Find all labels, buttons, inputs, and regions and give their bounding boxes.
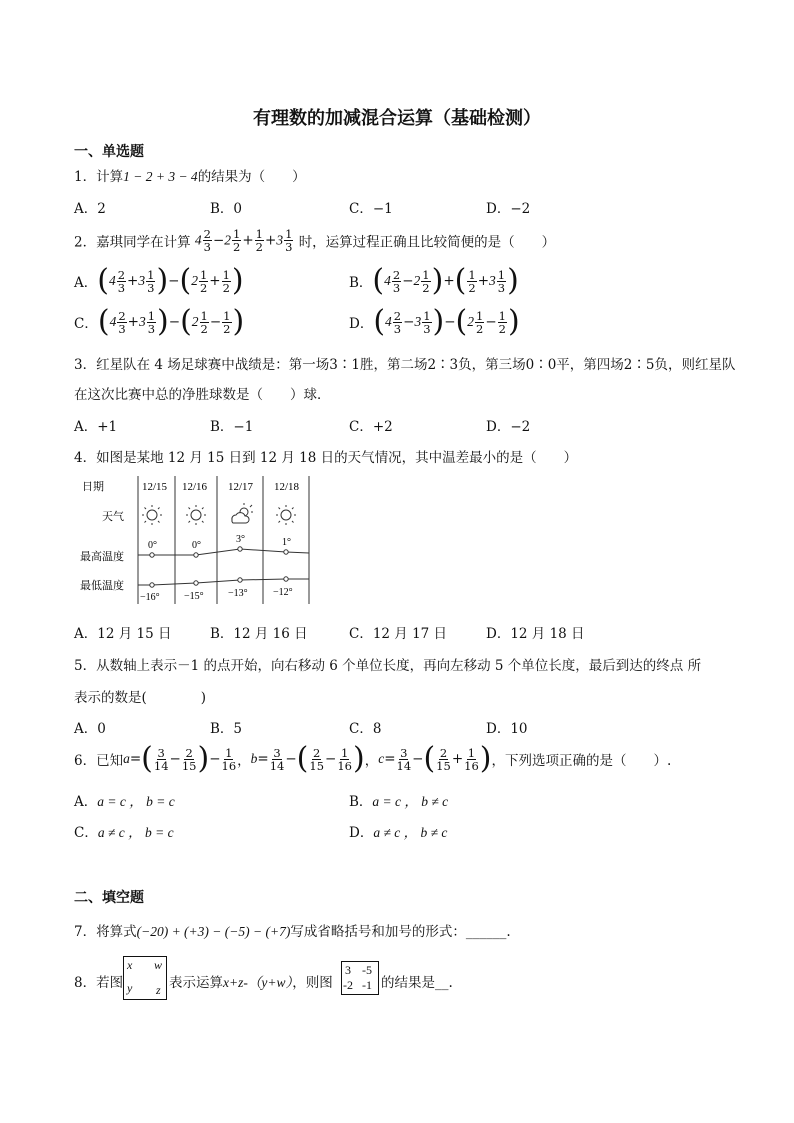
high-temp-point <box>238 547 242 551</box>
q1-option-d[interactable]: D．−2 <box>486 201 531 217</box>
row-label-weather: 天气 <box>102 511 124 523</box>
q5-option-c[interactable]: C．8 <box>349 721 382 737</box>
operation-grid-numbers: 3 -5 -2 -1 <box>341 961 379 995</box>
q7-expression: (−20) + (+3) − (−5) − (+7) <box>136 924 291 939</box>
q2-option-a[interactable]: A．(4 $\frac{2}{3}$ +3 $\frac{1}{3}$ )−(2 $\frac{1}{2}$ + $\frac{1}{2}$ ) <box>74 263 244 298</box>
q2-option-c[interactable]: C．(4 $\frac{2}{3}$ +3 $\frac{1}{3}$ )−(2 $\frac{1}{2}$ − $\frac{1}{2}$ ) <box>74 304 245 339</box>
q1-option-a[interactable]: A．2 <box>74 201 106 217</box>
high-temp-point <box>284 550 288 554</box>
low-temp-label: −15° <box>184 591 204 602</box>
q4-option-c[interactable]: C．12 月 17 日 <box>349 626 448 642</box>
question-2-stem: 2．嘉琪同学在计算 4 $\frac{2}{3}$ −2 $\frac{1}{2}$ + $\frac{1}{2}$ +3 $\frac{1}{3}$ 时，运算过程正确且比较简便的是（ ） <box>74 227 556 254</box>
weather-table-figure <box>74 472 314 607</box>
high-temp-point <box>194 553 198 557</box>
date-cell: 12/16 <box>182 481 208 493</box>
q4-option-d[interactable]: D．12 月 18 日 <box>486 626 585 642</box>
partly-cloudy-icon <box>232 503 253 523</box>
question-8-middle: 表示运算x+z-（y+w），则图 <box>169 975 333 991</box>
question-3-line2: 在这次比赛中总的净胜球数是（ ）球． <box>74 387 331 403</box>
q1-option-b[interactable]: B．0 <box>210 201 243 217</box>
q4-option-b[interactable]: B．12 月 16 日 <box>210 626 308 642</box>
row-label-date: 日期 <box>82 481 104 493</box>
question-8-label: 8．若图 <box>74 975 124 991</box>
section-heading-single-choice: 一、单选题 <box>74 144 144 160</box>
q3-option-a[interactable]: A．+1 <box>74 419 118 435</box>
q4-option-a[interactable]: A．12 月 15 日 <box>74 626 172 642</box>
q6-option-a[interactable]: A．a = c ， b = c <box>74 794 175 810</box>
date-cell: 12/15 <box>142 481 168 493</box>
q1-label: 1．计算 <box>74 169 124 185</box>
q2-option-d[interactable]: D．(4 $\frac{2}{3}$ −3 $\frac{1}{3}$ )−(2 $\frac{1}{2}$ − $\frac{1}{2}$ ) <box>349 304 520 339</box>
q1-option-c[interactable]: C．−1 <box>349 201 393 217</box>
question-1-stem <box>74 165 306 185</box>
question-5-line2: 表示的数是( ) <box>74 690 207 706</box>
q3-option-c[interactable]: C．+2 <box>349 419 393 435</box>
q5-option-a[interactable]: A．0 <box>74 721 106 737</box>
row-label-high-temp: 最高温度 <box>80 551 124 563</box>
low-temp-label: −16° <box>140 592 160 603</box>
q3-option-d[interactable]: D．−2 <box>486 419 531 435</box>
date-cell: 12/18 <box>274 481 300 493</box>
low-temp-label: −12° <box>273 587 293 598</box>
q5-option-d[interactable]: D．10 <box>486 721 528 737</box>
low-temp-point <box>238 578 242 582</box>
operation-grid-variables: x w y z <box>123 956 167 1000</box>
question-4-stem: 4．如图是某地 12 月 15 日到 12 月 18 日的天气情况，其中温差最小的是（ ） <box>74 450 578 466</box>
q1-tail: 的结果为（ ） <box>197 169 306 185</box>
question-5-line1: 5．从数轴上表示－1 的点开始，向右移动 6 个单位长度，再向左移动 5 个单位长度，最后到达的终点 所 <box>74 658 702 674</box>
row-label-low-temp: 最低温度 <box>80 580 124 592</box>
low-temp-point <box>284 577 288 581</box>
high-temp-label: 0° <box>192 540 201 551</box>
sun-icon <box>186 505 206 525</box>
q6-option-c[interactable]: C．a ≠ c ， b = c <box>74 825 174 841</box>
high-temp-point <box>150 553 154 557</box>
high-temp-label: 0° <box>148 540 157 551</box>
high-temp-label: 3° <box>236 534 245 545</box>
q2-option-b[interactable]: B．(4 $\frac{2}{3}$ −2 $\frac{1}{2}$ )+( $\frac{1}{2}$ +3 $\frac{1}{3}$ ) <box>349 263 519 298</box>
sun-icon <box>142 505 162 525</box>
sun-icon <box>276 505 296 525</box>
q2-tail: 时，运算过程正确且比较简便的是（ ） <box>298 234 556 251</box>
q5-option-b[interactable]: B．5 <box>210 721 243 737</box>
question-8-tail: 的结果是__. <box>381 975 453 991</box>
question-3-line1: 3．红星队在 4 场足球赛中战绩是：第一场3∶1胜，第二场2∶3负，第三场0∶0平，第四场2∶5负，则红星队 <box>74 357 736 373</box>
question-7-stem: 7．将算式(−20) + (+3) − (−5) − (+7)写成省略括号和加号的形式：______. <box>74 924 511 940</box>
section-heading-fill-blank: 二、填空题 <box>74 890 144 906</box>
low-temp-point <box>150 583 154 587</box>
q3-option-b[interactable]: B．−1 <box>210 419 254 435</box>
question-6-stem: 6．已知a=( $\frac{3}{14}$ − $\frac{2}{15}$ )− $\frac{1}{16}$ ，b= $\frac{3}{14}$ −( $\frac{2}{15}$ − $\frac{1}{16}$ )，c= $\frac{3}{14}$ −( $\frac{2}{15}$ + $\frac{1}{16}$ )，下列选项正确的是（ ）. <box>74 741 672 776</box>
q1-expression: 1 − 2 + 3 − 4 <box>123 169 198 184</box>
low-temp-point <box>194 581 198 585</box>
q6-option-d[interactable]: D．a ≠ c ， b ≠ c <box>349 825 448 841</box>
page-title: 有理数的加减混合运算（基础检测） <box>253 108 541 129</box>
fraction: $\frac{2}{3}$ <box>203 227 211 254</box>
q6-option-b[interactable]: B．a = c ， b ≠ c <box>349 794 449 810</box>
low-temp-label: −13° <box>228 588 248 599</box>
date-cell: 12/17 <box>228 481 254 493</box>
q2-label: 2．嘉琪同学在计算 <box>74 234 191 251</box>
high-temp-label: 1° <box>282 537 291 548</box>
